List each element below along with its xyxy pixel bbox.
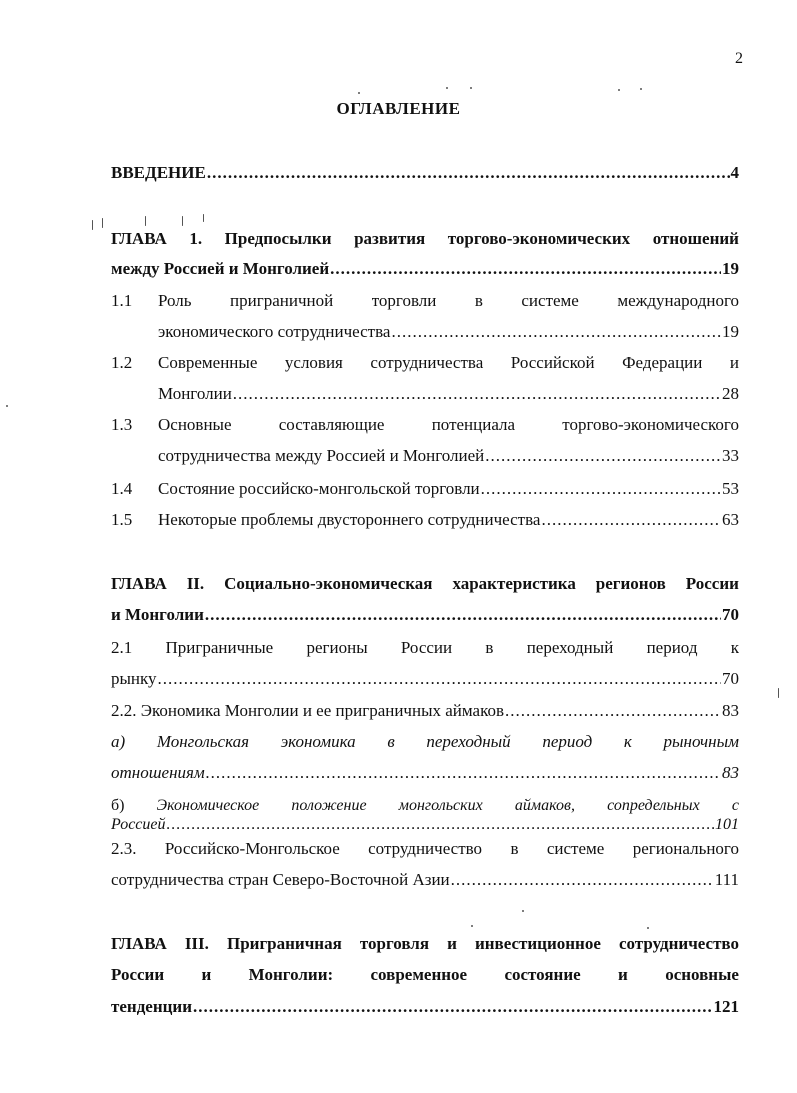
- speck: [182, 216, 183, 226]
- word: потенциала: [431, 415, 516, 434]
- toc-chapter1-title-end: между Россией и Монголией: [111, 259, 330, 278]
- word: монгольских: [398, 797, 483, 814]
- toc-section-2-1-line1[interactable]: [111, 637, 739, 659]
- leader-dots: [451, 869, 714, 891]
- word: торгово-экономического: [562, 415, 739, 434]
- word: в: [510, 839, 519, 858]
- section-title-end: сотрудничества между Россией и Монголией: [158, 446, 485, 465]
- word: с: [731, 797, 739, 814]
- word: торгово-экономических: [447, 229, 631, 248]
- speck: [92, 220, 93, 230]
- section-number: 1.5: [111, 510, 133, 529]
- toc-chapter2-line2[interactable]: [111, 604, 739, 626]
- word: ГЛАВА: [111, 574, 167, 593]
- word: системе: [521, 291, 579, 310]
- toc-section-1-5[interactable]: [158, 509, 739, 531]
- word: регионы: [306, 638, 368, 657]
- leader-dots: [330, 258, 721, 280]
- word: и: [618, 965, 628, 984]
- section-title-end: сотрудничества стран Северо-Восточной Азии: [111, 870, 450, 889]
- word: переходный: [426, 732, 511, 751]
- section-page: 33: [722, 446, 739, 465]
- word: России: [111, 965, 165, 984]
- toc-section-2-1-line2[interactable]: [111, 668, 739, 690]
- word: переходный: [526, 638, 614, 657]
- section-page: 28: [722, 384, 739, 403]
- section-number: 1.1: [111, 291, 133, 310]
- word: приграничной: [230, 291, 334, 310]
- word: в: [387, 732, 395, 751]
- word: инвестиционное: [474, 934, 601, 953]
- toc-section-1-1-line1[interactable]: [158, 290, 739, 312]
- word: Российской: [510, 353, 595, 372]
- word: положение: [291, 797, 367, 814]
- toc-section-1-3-line1[interactable]: [158, 414, 739, 436]
- speck: [6, 405, 8, 407]
- toc-title: ОГЛАВЛЕНИЕ: [336, 99, 461, 118]
- section-title: Состояние российско-монгольской торговли: [158, 479, 480, 498]
- section-page: 83: [722, 701, 739, 720]
- word: 1.: [189, 229, 203, 248]
- section-title: 2.2. Экономика Монголии и ее приграничных аймаков: [111, 701, 505, 720]
- leader-dots: [167, 814, 715, 836]
- speck: [647, 927, 649, 929]
- word: России: [685, 574, 739, 593]
- toc-section-1-3-line2[interactable]: [158, 445, 739, 467]
- word: Приграничные: [165, 638, 274, 657]
- word: Монгольская: [156, 732, 250, 751]
- word: а): [111, 732, 126, 751]
- toc-intro[interactable]: [111, 162, 739, 184]
- leader-dots: [158, 668, 721, 690]
- speck: [640, 88, 642, 90]
- toc-section-2-2[interactable]: [111, 700, 739, 722]
- word: сотрудничества: [370, 353, 484, 372]
- speck: [618, 89, 620, 91]
- word: состояние: [504, 965, 581, 984]
- word: характеристика: [452, 574, 576, 593]
- word: условия: [284, 353, 343, 372]
- leader-dots: [206, 762, 721, 784]
- word: период: [646, 638, 698, 657]
- word: рыночным: [663, 732, 739, 751]
- word: экономика: [280, 732, 356, 751]
- word: сотрудничество: [368, 839, 483, 858]
- word: системе: [546, 839, 605, 858]
- leader-dots: [481, 478, 721, 500]
- word: и: [729, 353, 739, 372]
- toc-section-2-3-line1[interactable]: [111, 838, 739, 860]
- word: Предпосылки: [224, 229, 332, 248]
- speck: [471, 925, 473, 927]
- word: и: [201, 965, 212, 984]
- toc-subsection-a-line2[interactable]: [111, 762, 739, 784]
- word: торговли: [371, 291, 437, 310]
- toc-subsection-b-line2[interactable]: [111, 814, 739, 836]
- toc-chapter3-line2[interactable]: [111, 964, 739, 986]
- word: II.: [186, 574, 205, 593]
- toc-section-1-2-line2[interactable]: [158, 383, 739, 405]
- speck: [778, 688, 779, 698]
- word: регионов: [595, 574, 666, 593]
- leader-dots: [485, 445, 721, 467]
- toc-chapter3-title-end: тенденции: [111, 997, 193, 1016]
- word: 2.3.: [111, 839, 137, 858]
- leader-dots: [207, 162, 730, 184]
- toc-chapter3-line1[interactable]: [111, 933, 739, 955]
- leader-dots: [205, 604, 721, 626]
- section-title-end: отношениям: [111, 763, 205, 782]
- word: развития: [354, 229, 426, 248]
- speck: [102, 218, 103, 228]
- toc-section-1-4[interactable]: [158, 478, 739, 500]
- section-title-end: рынку: [111, 669, 157, 688]
- word: современное: [370, 965, 468, 984]
- word: ГЛАВА: [111, 229, 167, 248]
- toc-chapter1-line2[interactable]: [111, 258, 739, 280]
- speck: [470, 87, 472, 89]
- word: III.: [184, 934, 209, 953]
- section-title-end: экономического сотрудничества: [158, 322, 391, 341]
- page-number: 2: [735, 50, 743, 67]
- toc-chapter1-page: 19: [722, 259, 739, 278]
- word: Монголии:: [248, 965, 334, 984]
- word: к: [730, 638, 739, 657]
- section-title: Некоторые проблемы двустороннего сотрудничества: [158, 510, 541, 529]
- leader-dots: [391, 321, 721, 343]
- word: б): [111, 797, 125, 814]
- section-title-end: Монголии: [158, 384, 232, 403]
- word: Современные: [158, 353, 258, 372]
- section-page: 101: [715, 816, 739, 833]
- word: составляющие: [278, 415, 385, 434]
- word: Основные: [158, 415, 232, 434]
- word: торговля: [359, 934, 430, 953]
- word: в: [485, 638, 494, 657]
- toc-chapter1-line1[interactable]: [111, 228, 739, 250]
- toc-chapter2-line1[interactable]: [111, 573, 739, 595]
- word: Роль: [158, 291, 192, 310]
- leader-dots: [233, 383, 721, 405]
- section-page: 63: [722, 510, 739, 529]
- word: Приграничная: [226, 934, 342, 953]
- speck: [145, 216, 146, 226]
- toc-section-1-2-line1[interactable]: [158, 352, 739, 374]
- toc-section-1-1-line2[interactable]: [158, 321, 739, 343]
- leader-dots: [505, 700, 721, 722]
- word: в: [474, 291, 483, 310]
- toc-chapter3-line3[interactable]: [111, 996, 739, 1018]
- toc-intro-page: 4: [730, 163, 739, 182]
- word: Экономическое: [156, 797, 260, 814]
- word: сопредельных: [607, 797, 700, 814]
- toc-chapter3-page: 121: [713, 997, 739, 1016]
- leader-dots: [193, 996, 712, 1018]
- word: и: [447, 934, 457, 953]
- word: регионального: [632, 839, 739, 858]
- speck: [446, 87, 448, 89]
- toc-chapter2-page: 70: [722, 605, 739, 624]
- word: 2.1: [111, 638, 133, 657]
- speck: [358, 92, 360, 94]
- toc-intro-label: ВВЕДЕНИЕ: [111, 163, 206, 182]
- section-page: 19: [722, 322, 739, 341]
- toc-subsection-a-line1[interactable]: [111, 731, 739, 753]
- word: России: [400, 638, 453, 657]
- word: международного: [617, 291, 739, 310]
- leader-dots: [541, 509, 721, 531]
- word: основные: [665, 965, 739, 984]
- word: период: [542, 732, 593, 751]
- section-number: 1.3: [111, 415, 133, 434]
- section-page: 70: [722, 669, 739, 688]
- section-number: 1.4: [111, 479, 133, 498]
- section-number: 1.2: [111, 353, 133, 372]
- speck: [203, 214, 204, 222]
- speck: [522, 910, 524, 912]
- toc-section-2-3-line2[interactable]: [111, 869, 739, 891]
- word: Федерации: [622, 353, 703, 372]
- word: аймаков,: [514, 797, 575, 814]
- word: Российско-Монгольское: [164, 839, 340, 858]
- section-page: 111: [714, 870, 739, 889]
- toc-chapter2-title-end: и Монголии: [111, 605, 204, 624]
- word: сотрудничество: [618, 934, 739, 953]
- word: Социально-экономическая: [224, 574, 433, 593]
- word: к: [623, 732, 632, 751]
- section-page: 83: [722, 763, 739, 782]
- word: отношений: [652, 229, 739, 248]
- section-page: 53: [722, 479, 739, 498]
- word: ГЛАВА: [111, 934, 167, 953]
- section-title-end: Россией: [111, 816, 166, 833]
